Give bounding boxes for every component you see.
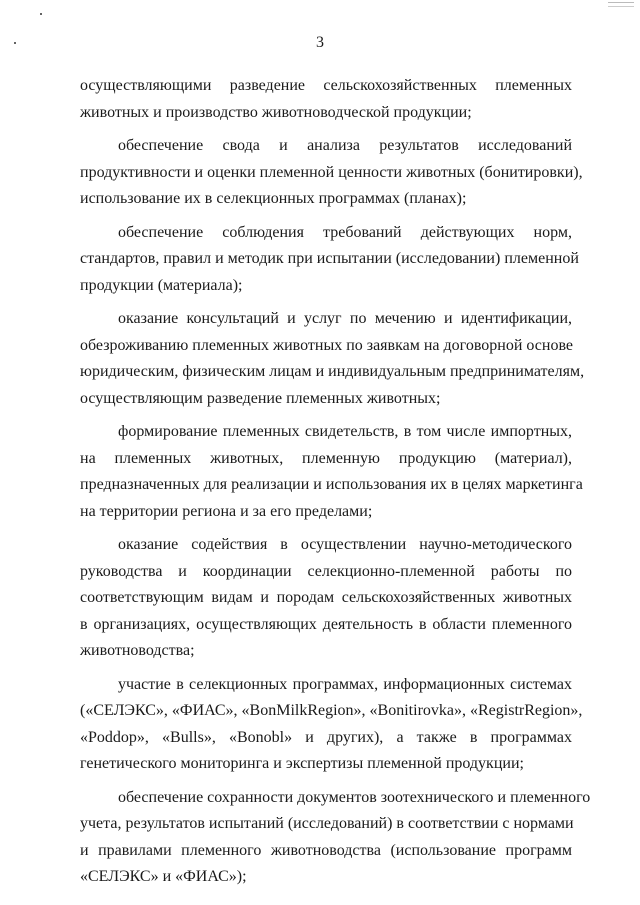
list-item-paragraph	[80, 672, 583, 778]
text-line: и правилами племенного животноводства (использование программ	[80, 841, 572, 859]
text-line: формирование племенных свидетельств, в том числе импортных,	[118, 423, 572, 440]
text-line: животных и производство животноводческой продукции;	[80, 103, 472, 121]
text-line: оказание содействия в осуществлении научно-методического	[118, 536, 572, 553]
text-line: «Poddop», «Bulls», «Bonobl» и других), а также в программах	[80, 728, 572, 746]
text-line: юридическим, физическим лицам и индивидуальным предпринимателям,	[80, 363, 585, 380]
text-line: в организациях, осуществляющих деятельность в области племенного	[80, 615, 572, 633]
list-item-paragraph	[80, 220, 579, 300]
page-number: 3	[316, 34, 324, 51]
text-line: руководства и координации селекционно-племенной работы по	[80, 562, 572, 580]
text-line: предназначенных для реализации и использования их в целях маркетинга	[80, 476, 583, 493]
text-line: стандартов, правил и методик при испытании (исследовании) племенной	[80, 250, 579, 267]
text-line: осуществляющими разведение сельскохозяйственных племенных	[80, 77, 572, 94]
text-line: использование их в селекционных программах (планах);	[80, 190, 467, 207]
list-item-paragraph	[80, 306, 585, 412]
text-line: обезроживанию племенных животных по заявкам на договорной основе	[80, 336, 574, 354]
text-line: осуществляющим разведение племенных животных;	[80, 389, 441, 407]
text-line: соответствующим видам и породам сельскохозяйственных животных	[80, 589, 572, 606]
list-item-paragraph	[80, 73, 572, 126]
text-line: генетического мониторинга и экспертизы племенной продукции;	[80, 755, 524, 772]
list-item-paragraph	[80, 532, 572, 665]
text-line: «СЕЛЭКС» и «ФИАС»);	[80, 868, 247, 885]
text-line: учета, результатов испытаний (исследований) в соответствии с нормами	[80, 815, 574, 832]
scan-artifact-mark	[608, 2, 634, 7]
list-item-paragraph	[80, 133, 583, 213]
text-line: оказание консультаций и услуг по мечению и идентификации,	[118, 310, 572, 327]
list-item-paragraph	[80, 419, 583, 525]
text-line: участие в селекционных программах, информационных системах	[118, 675, 572, 693]
text-line: продукции (материала);	[80, 276, 243, 294]
text-line: на территории региона и за его пределами;	[80, 502, 373, 520]
text-line: («СЕЛЭКС», «ФИАС», «BonMilkRegion», «Bonitirovka», «RegistrRegion»,	[80, 702, 583, 719]
text-line: животноводства;	[80, 642, 195, 659]
list-item-paragraph	[80, 785, 591, 891]
scan-speck	[40, 13, 42, 15]
text-line: обеспечение свода и анализа результатов исследований	[118, 137, 572, 154]
text-line: обеспечение сохранности документов зоотехнического и племенного	[118, 788, 591, 806]
text-line: обеспечение соблюдения требований действующих норм,	[118, 223, 572, 241]
text-line: на племенных животных, племенную продукцию (материал),	[80, 449, 572, 467]
text-line: продуктивности и оценки племенной ценности животных (бонитировки),	[80, 163, 583, 181]
document-body	[80, 73, 591, 898]
